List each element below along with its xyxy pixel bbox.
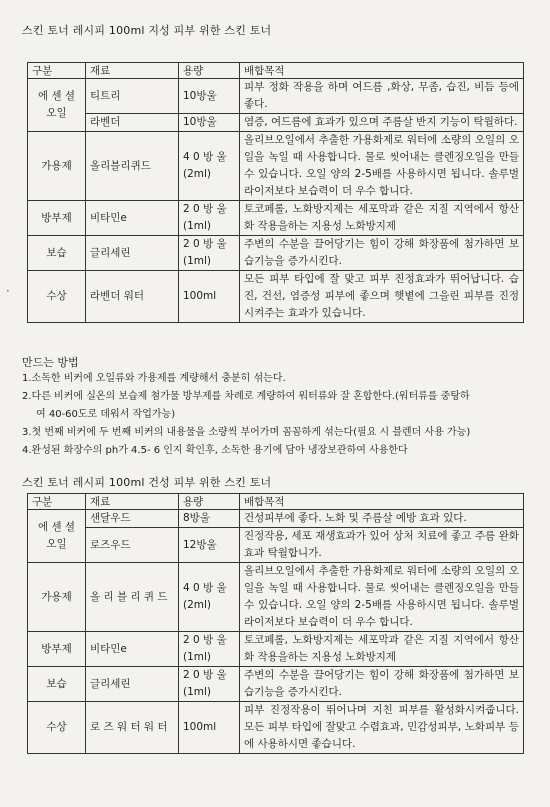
header-amount: 용량: [179, 494, 240, 510]
purpose-cell: 피부 진정작용이 뛰어나며 지친 피부를 활성화시켜줍니다. 모든 피부 타입에 잘맞고 수렴효과, 민감성피부, 노화피부 등에 사용하시면 좋습니다.: [240, 702, 524, 754]
method-title: 만드는 방법: [22, 356, 79, 369]
material-cell: 올 리 블 리 퀴 드: [86, 563, 179, 632]
recipe2-table: [27, 493, 524, 754]
category-cell: 방부제: [28, 632, 86, 667]
material-cell: 티트리: [86, 79, 179, 114]
table-row: [28, 667, 524, 702]
table-row: [28, 236, 524, 271]
table-row: [28, 510, 524, 528]
recipe1-title: 스킨 토너 레시피 100ml 지성 피부 위한 스킨 토너: [22, 24, 272, 37]
amount-cell: 2 0 방 울 (1ml): [179, 632, 240, 667]
purpose-cell: 피부 정화 작용을 하며 여드름 ,화상, 무좀, 습진, 비듬 등에 좋다.: [240, 79, 524, 114]
purpose-cell: 염증, 여드름에 효과가 있으며 주름살 반지 기능이 탁월하다.: [240, 114, 524, 132]
recipe1-table: [27, 62, 524, 323]
category-cell: 보습: [28, 667, 86, 702]
header-amount: 용량: [179, 63, 240, 79]
method-step: 2.다른 비커에 실온의 보습제 첨가물 방부제를 차례로 계량하여 워터류와 잘 혼합한다.(워터류를 중탕하: [22, 391, 470, 402]
purpose-cell: 주변의 수분을 끌어당기는 힘이 강해 화장품에 첨가하면 보습기능을 증가시킨다.: [240, 667, 524, 702]
amount-cell: 2 0 방 울 (1ml): [179, 236, 240, 271]
table-row: [28, 201, 524, 236]
amount-cell: 100ml: [179, 271, 240, 323]
purpose-cell: 주변의 수분을 끌어당기는 힘이 강해 화장품에 첨가하면 보습기능을 증가시킨다.: [240, 236, 524, 271]
material-cell: 글리세린: [86, 236, 179, 271]
recipe2-title: 스킨 토너 레시피 100ml 건성 피부 위한 스킨 토너: [22, 476, 272, 489]
table-row: [28, 79, 524, 114]
table-row: [28, 271, 524, 323]
table-row: [28, 528, 524, 563]
material-cell: 비타민e: [86, 632, 179, 667]
table-row: [28, 632, 524, 667]
method-steps: [22, 370, 537, 460]
category-cell: 보습: [28, 236, 86, 271]
header-material: 재료: [86, 63, 179, 79]
purpose-cell: 진정작용, 세포 재생효과가 있어 상처 치료에 좋고 주름 완화효과 탁월합니가.: [240, 528, 524, 563]
purpose-cell: 토코페롤, 노화방지제는 세포막과 같은 지질 지역에서 항산화 작용을하는 지용성 노화방지제: [240, 632, 524, 667]
purpose-cell: 토코페롤, 노화방지제는 세포막과 같은 지질 지역에서 항산화 작용을하는 지용성 노화방지제: [240, 201, 524, 236]
category-cell: 가용제: [28, 563, 86, 632]
category-cell: 방부제: [28, 201, 86, 236]
material-cell: 로즈우드: [86, 528, 179, 563]
amount-cell: 8방울: [179, 510, 240, 528]
header-purpose: 배합목적: [240, 63, 524, 79]
method-step: 1.소독한 비커에 오일류와 가용제를 계량해서 충분히 섞는다.: [22, 373, 286, 384]
table-row: [28, 702, 524, 754]
material-cell: 샌달우드: [86, 510, 179, 528]
amount-cell: 2 0 방 울 (1ml): [179, 201, 240, 236]
amount-cell: 4 0 방 울 (2ml): [179, 563, 240, 632]
stray-dot: ·: [6, 284, 10, 298]
material-cell: 글리세린: [86, 667, 179, 702]
category-cell: 에 센 셜 오일: [28, 510, 86, 563]
amount-cell: 4 0 방 울 (2ml): [179, 132, 240, 201]
table-row: [28, 114, 524, 132]
material-cell: 로 즈 워 터 워 터: [86, 702, 179, 754]
method-step: 여 40-60도로 데워서 작업가능): [36, 409, 176, 420]
header-material: 재료: [86, 494, 179, 510]
method-step: 3.첫 번째 비커에 두 번째 비커의 내용물을 소량씩 부어가며 꼼꼼하게 섞는다(필요 시 블렌더 사용 가능): [22, 427, 471, 438]
header-category: 구분: [28, 494, 86, 510]
material-cell: 라벤더: [86, 114, 179, 132]
material-cell: 올리블리퀴드: [86, 132, 179, 201]
material-cell: 라벤더 워터: [86, 271, 179, 323]
table-header-row: [28, 494, 524, 510]
method-step: 4.완성된 화장수의 ph가 4.5- 6 인지 확인후, 소독한 용기에 담아 냉장보관하여 사용한다: [22, 445, 408, 456]
table-header-row: [28, 63, 524, 79]
purpose-cell: 올리브오일에서 추출한 가용화제로 워터에 소량의 오일의 오일을 녹일 때 사용합니다. 물로 씻어내는 클렌징오일을 만들 수 있습니다. 오일 양의 2-5배를 사용하시면 됩니다. 솔루벌라이저보다 보습력이 더 우수 합니다.: [240, 563, 524, 632]
amount-cell: 10방울: [179, 114, 240, 132]
header-purpose: 배합목적: [240, 494, 524, 510]
amount-cell: 10방울: [179, 79, 240, 114]
header-category: 구분: [28, 63, 86, 79]
category-cell: 에 센 셜 오일: [28, 79, 86, 132]
category-cell: 수상: [28, 702, 86, 754]
amount-cell: 100ml: [179, 702, 240, 754]
table-row: [28, 132, 524, 201]
amount-cell: 2 0 방 울 (1ml): [179, 667, 240, 702]
category-cell: 수상: [28, 271, 86, 323]
table-row: [28, 563, 524, 632]
category-cell: 가용제: [28, 132, 86, 201]
amount-cell: 12방울: [179, 528, 240, 563]
purpose-cell: 건성피부에 좋다. 노화 및 주름살 예방 효과 있다.: [240, 510, 524, 528]
purpose-cell: 올리브오일에서 추출한 가용화제로 워터에 소량의 오일의 오일을 녹일 때 사용합니다. 물로 씻어내는 클렌징오일을 만들 수 있습니다. 오일 양의 2-5배를 사용하시면 됩니다. 솔루벌라이저보다 보습력이 더 우수 합니다.: [240, 132, 524, 201]
purpose-cell: 모든 피부 타입에 잘 맞고 피부 진정효과가 뛰어납니다. 습진, 건선, 염증성 피부에 좋으며 햇볕에 그을린 피부를 진정시켜주는 효과가 있습니다.: [240, 271, 524, 323]
material-cell: 비타민e: [86, 201, 179, 236]
